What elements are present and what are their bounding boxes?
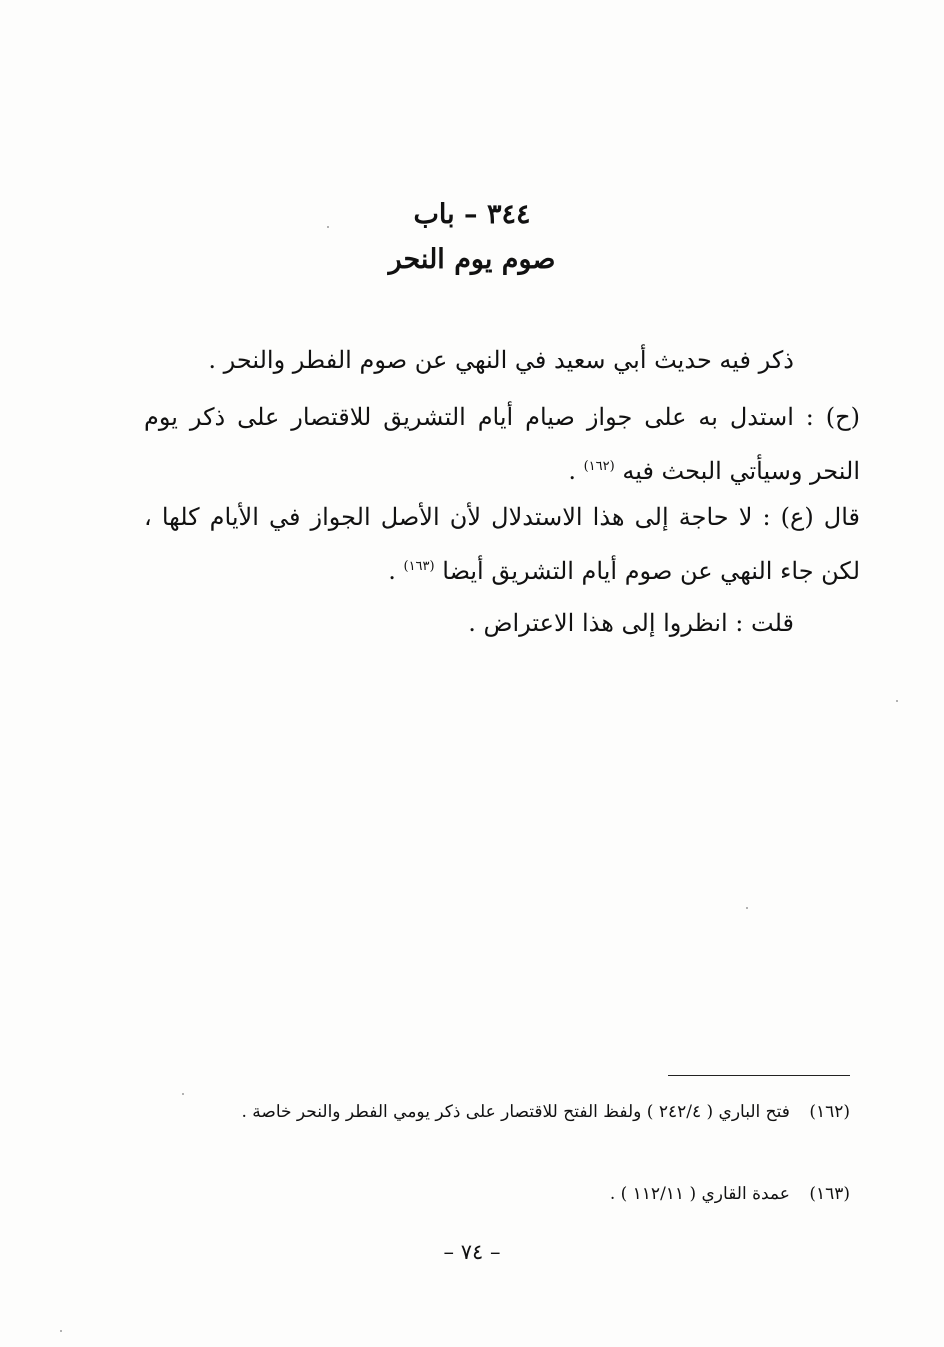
footnote-162-mark: (١٦٢) xyxy=(809,1102,850,1122)
paragraph-2-text: (ح) : استدل به على جواز صيام أيام التشريق للاقتصار على ذكر يوم النحر وسيأتي البحث فيه xyxy=(144,403,860,485)
footnote-ref-162: (١٦٢) xyxy=(583,459,615,474)
scan-speck xyxy=(746,907,748,909)
footnote-163-mark: (١٦٣) xyxy=(809,1184,850,1204)
footnote-163-text: عمدة القاري ( ١١٢/١١ ) . xyxy=(609,1184,790,1204)
chapter-title: صوم يوم النحر xyxy=(388,244,556,275)
footnote-divider xyxy=(668,1075,850,1076)
footnote-162-text: فتح الباري ( ٢٤٢/٤ ) ولفظ الفتح للاقتصار على ذكر يومي الفطر والنحر خاصة . xyxy=(241,1102,790,1122)
chapter-number: ٣٤٤ – باب xyxy=(413,199,531,230)
paragraph-4 xyxy=(144,596,794,650)
paragraph-2-end: . xyxy=(568,457,584,485)
paragraph-3-text: قال (ع) : لا حاجة إلى هذا الاستدلال لأن الأصل الجواز في الأيام كلها ، لكن جاء النهي عن صوم أيام التشريق أيضا xyxy=(144,503,861,585)
paragraph-1 xyxy=(144,333,794,387)
paragraph-3 xyxy=(144,490,860,598)
footnote-162 xyxy=(130,1095,850,1129)
paragraph-2 xyxy=(144,390,860,498)
scan-speck xyxy=(60,1330,62,1332)
page-number: – ٧٤ – xyxy=(443,1240,501,1264)
footnote-163 xyxy=(130,1177,850,1211)
footnote-ref-163: (١٦٣) xyxy=(403,559,435,574)
scan-speck xyxy=(896,700,898,702)
paragraph-4-text: قلت : انظروا إلى هذا الاعتراض . xyxy=(468,609,794,637)
paragraph-3-end: . xyxy=(388,557,404,585)
paragraph-1-text: ذكر فيه حديث أبي سعيد في النهي عن صوم الفطر والنحر . xyxy=(208,346,794,374)
